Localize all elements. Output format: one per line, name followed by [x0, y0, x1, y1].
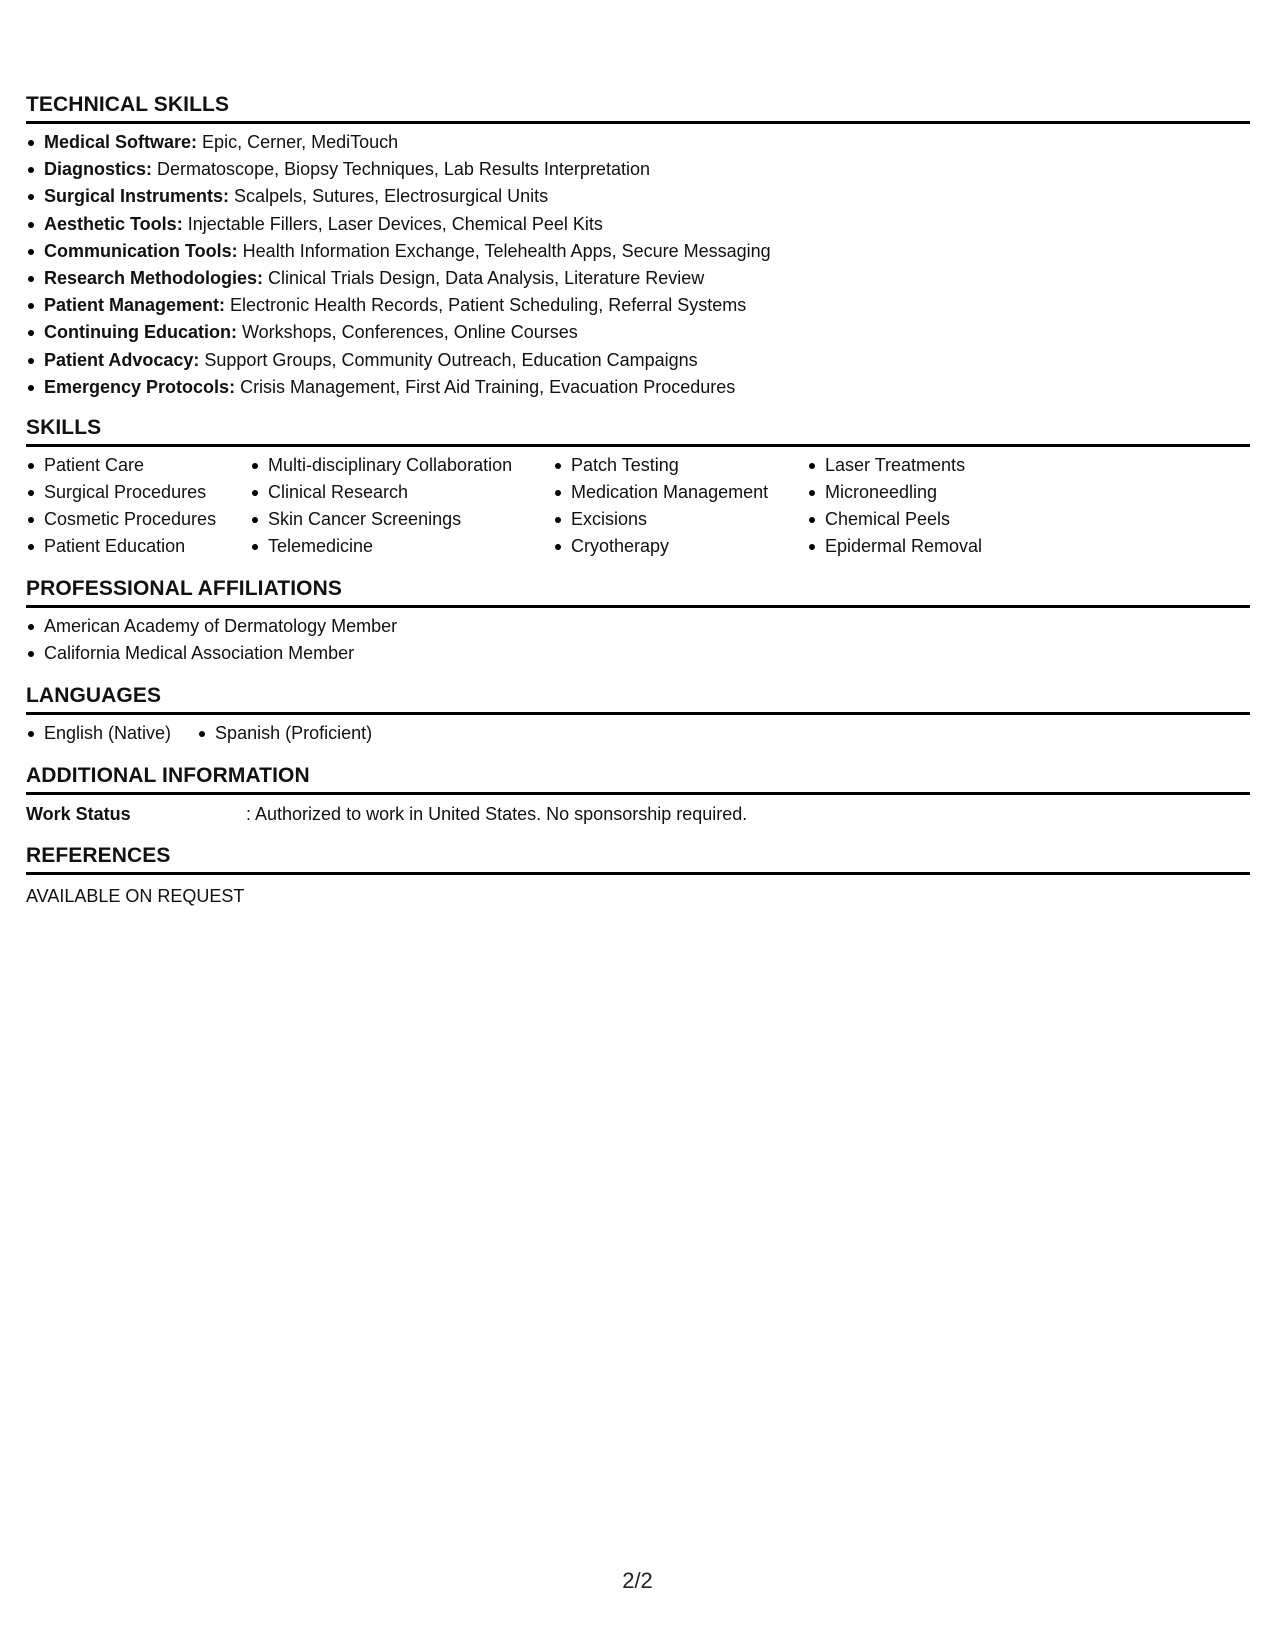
list-item: Multi-disciplinary Collaboration — [250, 452, 553, 479]
list-item: Epidermal Removal — [807, 533, 1067, 560]
skills-section — [26, 415, 1250, 560]
item-text: Support Groups, Community Outreach, Education Campaigns — [199, 349, 698, 370]
item-text: Dermatoscope, Biopsy Techniques, Lab Results Interpretation — [152, 159, 650, 180]
section-title-languages: LANGUAGES — [26, 683, 1250, 715]
work-status-value: : Authorized to work in United States. No sponsorship required. — [246, 804, 748, 825]
list-item: California Medical Association Member — [26, 640, 1250, 667]
list-item — [26, 238, 1250, 265]
additional-info-section — [26, 763, 1250, 827]
affiliations-list — [26, 613, 1250, 667]
languages-list — [26, 720, 1250, 747]
item-text: Electronic Health Records, Patient Scheduling, Referral Systems — [225, 295, 747, 316]
item-label: Aesthetic Tools: — [44, 213, 183, 234]
item-text: Scalpels, Sutures, Electrosurgical Units — [229, 186, 549, 207]
list-item: Laser Treatments — [807, 452, 1067, 479]
list-item — [26, 183, 1250, 210]
languages-section — [26, 683, 1250, 747]
list-item: Medication Management — [553, 479, 807, 506]
list-item — [26, 156, 1250, 183]
list-item: Clinical Research — [250, 479, 553, 506]
affiliations-section — [26, 576, 1250, 667]
skills-column — [553, 452, 807, 560]
section-title-skills: SKILLS — [26, 415, 1250, 447]
list-item — [26, 292, 1250, 319]
list-item — [26, 319, 1250, 346]
list-item: Surgical Procedures — [26, 479, 250, 506]
list-item: Skin Cancer Screenings — [250, 506, 553, 533]
list-item: Patch Testing — [553, 452, 807, 479]
item-label: Surgical Instruments: — [44, 186, 230, 207]
list-item: Cosmetic Procedures — [26, 506, 250, 533]
resume-page — [26, 92, 1250, 909]
skills-column — [250, 452, 553, 560]
list-item — [26, 129, 1250, 156]
item-label: Continuing Education: — [44, 322, 237, 343]
list-item — [26, 265, 1250, 292]
item-text: Workshops, Conferences, Online Courses — [236, 322, 578, 343]
section-title-affiliations: PROFESSIONAL AFFILIATIONS — [26, 576, 1250, 608]
page-number: 2/2 — [622, 1568, 653, 1593]
item-text: Clinical Trials Design, Data Analysis, Literature Review — [263, 268, 705, 289]
list-item — [26, 374, 1250, 401]
references-section — [26, 843, 1250, 909]
list-item: Chemical Peels — [807, 506, 1067, 533]
section-title-additional-info: ADDITIONAL INFORMATION — [26, 763, 1250, 795]
list-item: Telemedicine — [250, 533, 553, 560]
technical-skills-section — [26, 92, 1250, 401]
item-text: Injectable Fillers, Laser Devices, Chemical Peel Kits — [182, 213, 603, 234]
list-item — [26, 347, 1250, 374]
item-text: Health Information Exchange, Telehealth Apps, Secure Messaging — [237, 240, 771, 261]
item-text: Epic, Cerner, MediTouch — [197, 132, 399, 152]
list-item: Spanish (Proficient) — [197, 720, 372, 747]
list-item: Patient Care — [26, 452, 250, 479]
item-text: Crisis Management, First Aid Training, Evacuation Procedures — [235, 376, 736, 397]
list-item: American Academy of Dermatology Member — [26, 613, 1250, 640]
item-label: Diagnostics: — [44, 159, 153, 180]
list-item: Cryotherapy — [553, 533, 807, 560]
list-item: Microneedling — [807, 479, 1067, 506]
list-item: English (Native) — [26, 720, 171, 747]
item-label: Patient Management: — [44, 295, 226, 316]
item-label: Communication Tools: — [44, 240, 238, 261]
skills-grid — [26, 452, 1250, 560]
work-status-label: Work Status — [26, 804, 131, 825]
technical-skills-list — [26, 129, 1250, 401]
work-status-row — [26, 801, 1250, 827]
section-title-technical-skills: TECHNICAL SKILLS — [26, 92, 1250, 124]
skills-column — [26, 452, 250, 560]
item-label: Patient Advocacy: — [44, 349, 200, 370]
section-title-references: REFERENCES — [26, 843, 1250, 875]
list-item: Patient Education — [26, 533, 250, 560]
item-label: Emergency Protocols: — [44, 376, 236, 397]
item-label: Research Methodologies: — [44, 268, 264, 289]
item-label: Medical Software: — [44, 132, 198, 152]
skills-column — [807, 452, 1067, 560]
list-item: Excisions — [553, 506, 807, 533]
list-item — [26, 211, 1250, 238]
references-text: AVAILABLE ON REQUEST — [26, 886, 245, 907]
